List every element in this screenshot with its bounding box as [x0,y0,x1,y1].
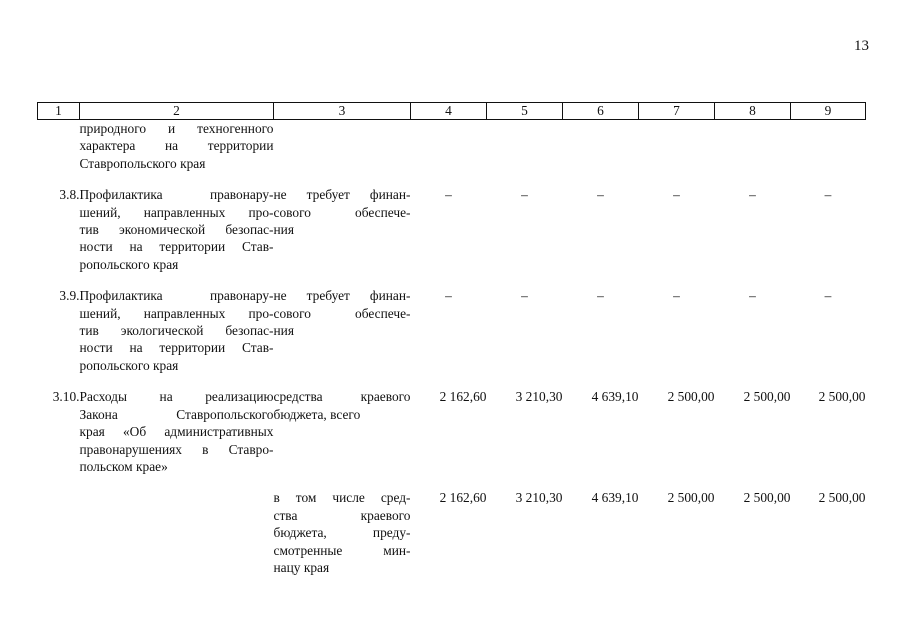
spacer-row [38,475,866,489]
value-cell-col-5: – [521,288,528,304]
row-funding-source [274,186,411,273]
funding-source-line: не требует финан- [273,288,411,304]
value-cell-col-6: 4 639,10 [591,490,639,506]
funding-source-line: нацу края [273,559,330,575]
description-line: ропольского края [79,256,179,272]
funding-source-line: ства краевого [273,507,411,523]
description-line: природного и техногенного [79,121,274,136]
description-line: Расходы на реализацию [79,389,274,405]
table-row [38,489,866,576]
empty-cell [274,120,411,173]
row-funding-source [274,489,411,576]
header-row [38,103,866,120]
value-cell-col-8: 2 500,00 [743,389,791,405]
description-line: ропольского края [79,357,179,373]
funding-source-line: ния [273,323,294,339]
row-funding-source [274,388,411,475]
funding-source-line: бюджета, преду- [273,525,411,541]
value-cell-col-9: – [824,187,832,203]
value-cell-col-4: 2 162,60 [439,389,487,405]
spacer-row [38,374,866,388]
row-description [80,120,274,173]
value-cell-col-8: – [749,288,756,304]
value-cell-col-7: – [673,288,680,304]
value-cell-col-7: 2 500,00 [667,490,715,506]
funding-source-line: средства краевого [273,389,411,405]
value-cell-col-9: 2 500,00 [818,389,866,405]
row-number: 3.10. [52,389,80,405]
funding-source-line: не требует финан- [273,187,411,203]
description-line: Профилактика правонару- [79,288,274,304]
row-number [38,120,80,173]
row-funding-source [274,287,411,374]
value-cell-col-9: – [824,288,832,304]
col-header-1: 1 [38,103,80,120]
funding-source-line: бюджета, всего [273,406,361,422]
row-number: 3.8. [59,187,80,203]
funding-source-line: сового обеспече- [273,204,411,220]
row-description [80,489,274,576]
row-description [80,287,274,374]
description-line: тив экономической безопас- [79,222,274,238]
budget-table [37,102,866,576]
col-header-6: 6 [563,103,639,120]
value-cell-col-5: 3 210,30 [515,389,563,405]
col-header-2: 2 [80,103,274,120]
description-line: ности на территории Став- [79,340,274,356]
value-cell-col-4: – [445,187,452,203]
description-line: Профилактика правонару- [79,187,274,203]
col-header-3: 3 [274,103,411,120]
table-row [38,287,866,374]
funding-source-line: в том числе сред- [273,490,411,506]
description-line: шений, направленных про- [79,305,274,321]
empty-cell [411,120,487,173]
page-number: 13 [854,38,869,54]
empty-cell [791,120,866,173]
empty-cell [563,120,639,173]
value-cell-col-8: – [749,187,756,203]
row-description [80,186,274,273]
description-line: Закона Ставропольского [79,406,274,422]
value-cell-col-6: – [597,288,604,304]
value-cell-col-5: 3 210,30 [515,490,563,506]
funding-source-line: ния [273,222,294,238]
empty-cell [639,120,715,173]
value-cell-col-8: 2 500,00 [743,490,791,506]
empty-cell [487,120,563,173]
table-row [38,186,866,273]
row-number [38,489,80,576]
spacer-row [38,172,866,186]
spacer-cell [38,374,866,388]
table-row-continuation [38,120,866,173]
description-line: польском крае» [79,458,168,474]
value-cell-col-7: – [673,187,680,203]
col-header-8: 8 [715,103,791,120]
col-header-9: 9 [791,103,866,120]
value-cell-col-4: – [445,288,452,304]
empty-cell [715,120,791,173]
value-cell-col-5: – [521,187,528,203]
col-header-4: 4 [411,103,487,120]
spacer-cell [38,475,866,489]
description-line: ности на территории Став- [79,239,274,255]
row-description [80,388,274,475]
description-line: Ставропольского края [79,155,206,171]
value-cell-col-7: 2 500,00 [667,389,715,405]
col-header-5: 5 [487,103,563,120]
spacer-cell [38,172,866,186]
funding-source-line: смотренные мин- [273,542,411,558]
table-row [38,388,866,475]
funding-source-line: сового обеспече- [273,305,411,321]
value-cell-col-6: 4 639,10 [591,389,639,405]
value-cell-col-4: 2 162,60 [439,490,487,506]
value-cell-col-9: 2 500,00 [818,490,866,506]
value-cell-col-6: – [597,187,604,203]
row-number: 3.9. [59,288,80,304]
description-line: края «Об административных [79,424,274,440]
description-line: характера на территории [79,138,274,154]
description-line: шений, направленных про- [79,204,274,220]
description-line: тив экологической безопас- [79,323,274,339]
spacer-row [38,273,866,287]
col-header-7: 7 [639,103,715,120]
spacer-cell [38,273,866,287]
description-line: правонарушениях в Ставро- [79,441,274,457]
